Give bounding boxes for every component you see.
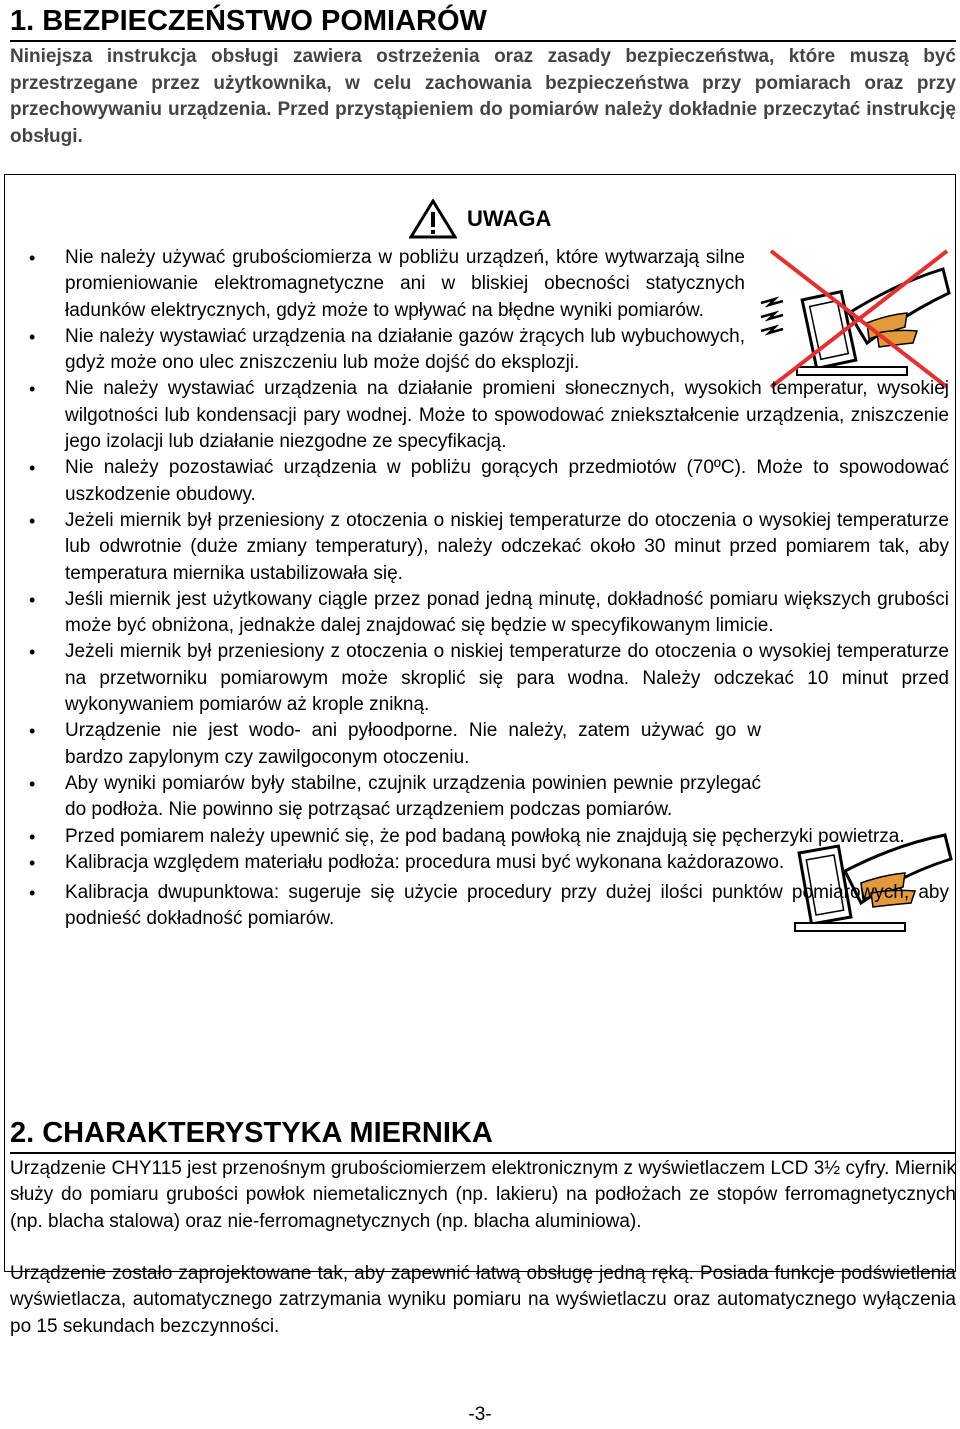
warning-box [4, 174, 956, 1272]
section-2-paragraph-1: Urządzenie CHY115 jest przenośnym grubościomierzem elektronicznym z wyświetlaczem LCD 3½ cyfry. Miernik służy do pomiaru grubości powłok niemetalicznych (np. lakieru) na podłożach ze stopów ferromagnetycznych (np. blacha stalowa) oraz nie-ferromagnetycznych (np. blacha aluminiowa). [10, 1158, 956, 1232]
section-2-paragraph-2: Urządzenie zostało zaprojektowane tak, aby zapewnić łatwą obsługę jedną ręką. Posiada funkcje podświetlenia wyświetlacza, automatycznego zatrzymania wyniku pomiaru na wyświetlaczu oraz automatycznego wyłączenia po 15 sekundach bezczynności. [10, 1263, 956, 1337]
page-number: -3- [468, 1404, 492, 1425]
warning-triangle-icon [409, 199, 457, 239]
list-item: • Aby wyniki pomiarów były stabilne, czujnik urządzenia powinien pewnie przylegać do podłoża. Nie powinno się potrząsać urządzeniem podczas pomiarów. [5, 771, 957, 824]
list-item: • Kalibracja względem materiału podłoża: procedura musi być wykonana każdorazowo. [5, 850, 957, 876]
warning-title: UWAGA [467, 206, 552, 231]
warning-list [5, 245, 957, 933]
list-item: • Jeżeli miernik był przeniesiony z otoczenia o niskiej temperaturze do otoczenia o wysokiej temperaturze lub odwrotnie (duże zmiany temperatury), należy odczekać około 30 minut przed pomiarem tak, aby temperatura miernika ustabilizowała się. [5, 508, 957, 587]
list-item: • Przed pomiarem należy upewnić się, że pod badaną powłoką nie znajdują się pęcherzyki powietrza. [5, 824, 957, 850]
list-item: • Nie należy wystawiać urządzenia na działanie promieni słonecznych, wysokich temperatur, wysokiej wilgotności lub kondensacji pary wodnej. Może to spowodować zniekształcenie urządzenia, zniszczenie jego izolacji lub działanie niezgodne ze specyfikacją. [5, 376, 957, 455]
section-1-intro: Niniejsza instrukcja obsługi zawiera ostrzeżenia oraz zasady bezpieczeństwa, które muszą być przestrzegane przez użytkownika, w celu zachowania bezpieczeństwa przy pomiarach oraz przy przechowywaniu urządzenia. Przed przystąpieniem do pomiarów należy dokładnie przeczytać instrukcję obsługi. [10, 46, 956, 147]
list-item: • Jeśli miernik jest użytkowany ciągle przez ponad jedną minutę, dokładność pomiaru większych grubości może być obniżona, jednakże dalej znajdować się będzie w specyfikowanym limicie. [5, 587, 957, 640]
list-item: • Nie należy wystawiać urządzenia na działanie gazów żrących lub wybuchowych, gdyż może ono ulec zniszczeniu lub może dojść do eksplozji. [5, 324, 957, 377]
list-item: • Jeżeli miernik był przeniesiony z otoczenia o niskiej temperaturze do otoczenia o wysokiej temperaturze na przetworniku pomiarowym może skroplić się para wodna. Należy odczekać 10 minut przed wykonywaniem pomiarów aż krople znikną. [5, 639, 957, 718]
list-item: • Urządzenie nie jest wodo- ani pyłoodporne. Nie należy, zatem używać go w bardzo zapylonym czy zawilgoconym otoczeniu. [5, 718, 957, 771]
section-1-title: 1. BEZPIECZEŃSTWO POMIARÓW [10, 4, 956, 42]
list-item: • Nie należy pozostawiać urządzenia w pobliżu gorących przedmiotów (70ºC). Może to spowodować uszkodzenie obudowy. [5, 455, 957, 508]
section-2-title: 2. CHARAKTERYSTYKA MIERNIKA [10, 1116, 956, 1154]
list-item: • Nie należy używać grubościomierza w pobliżu urządzeń, które wytwarzają silne promieniowanie elektromagnetyczne ani w bliskiej obecności statycznych ładunków elektrycznych, gdyż może to wpływać na błędne wyniki pomiarów. [5, 245, 957, 324]
list-item: • Kalibracja dwupunktowa: sugeruje się użycie procedury przy dużej ilości punktów pomiarowych, aby podnieść dokładność pomiarów. [5, 880, 957, 933]
warning-heading [409, 199, 551, 239]
